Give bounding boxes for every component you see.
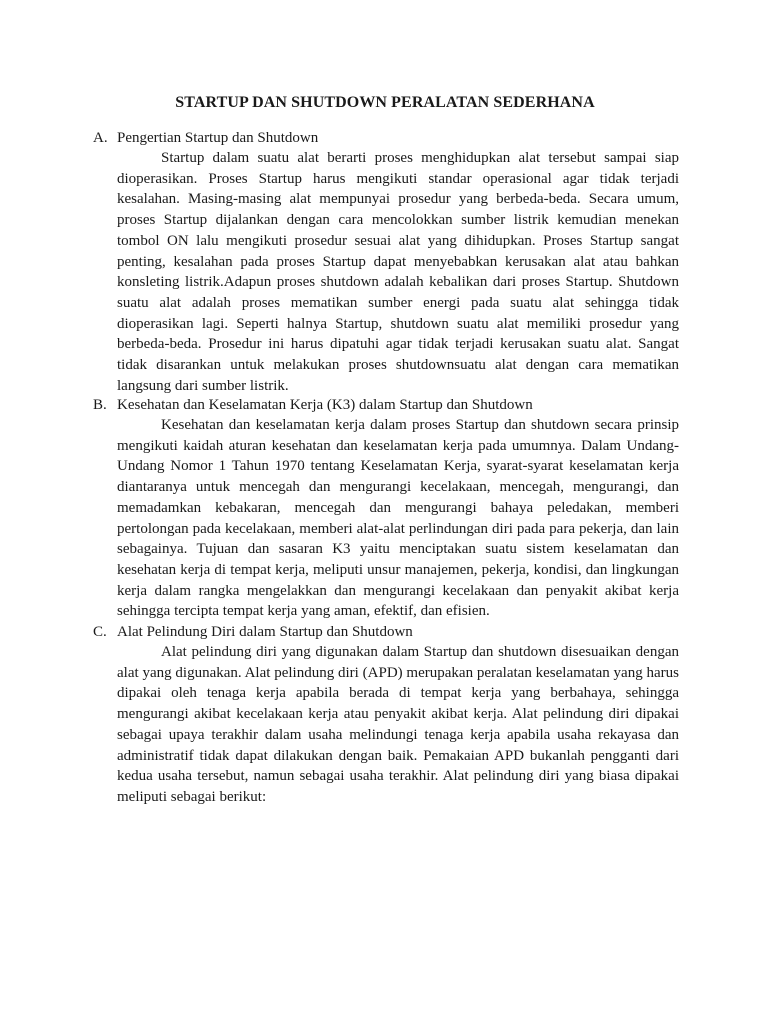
- document-title: STARTUP DAN SHUTDOWN PERALATAN SEDERHANA: [175, 94, 595, 111]
- section-title: Pengertian Startup dan Shutdown: [117, 130, 319, 146]
- section-c: [93, 623, 679, 808]
- section-paragraph: Kesehatan dan keselamatan kerja dalam proses Startup dan shutdown secara prinsip mengikuti kaidah aturan kesehatan dan keselamatan kerja pada umumnya. Dalam Undang-Undang Nomor 1 Tahun 1970 tentang Keselamatan Kerja, syarat-syarat keselamatan kerja diantaranya untuk mencegah dan mengurangi kecelakaan, mencegah, mengurangi, dan memadamkan kebakaran, mencegah dan mengurangi bahaya peledakan, memberi pertolongan pada kecelakaan, memberi alat-alat perlindungan diri pada para pekerja, dan lain sebagainya. Tujuan dan sasaran K3 yaitu menciptakan suatu sistem keselamatan dan kesehatan kerja di tempat kerja, meliputi unsur manajemen, pekerja, kondisi, dan lingkungan kerja dalam rangka mengelakkan dan mengurangi kecelakaan dan penyakit akibat kerja sehingga tercipta tempat kerja yang aman, efektif, dan efisien.: [117, 417, 679, 620]
- section-heading: [93, 623, 679, 642]
- section-heading: [93, 129, 679, 148]
- section-paragraph: Startup dalam suatu alat berarti proses menghidupkan alat tersebut sampai siap dioperasikan. Proses Startup harus mengikuti standar operasional agar tidak terjadi kesalahan. Masing-masing alat mempunyai prosedur yang berbeda-beda. Secara umum, proses Startup dijalankan dengan cara mencolokkan sumber listrik kemudian menekan tombol ON lalu mengikuti prosedur sesuai alat yang dihidupkan. Proses Startup sangat penting, kesalahan pada proses Startup dapat menyebabkan kerusakan alat atau bahkan konsleting listrik.Adapun proses shutdown adalah kebalikan dari proses Startup. Shutdown suatu alat adalah proses mematikan sumber energi pada suatu alat sehingga tidak dioperasikan lagi. Seperti halnya Startup, shutdown suatu alat memiliki prosedur yang berbeda-beda. Prosedur ini harus dipatuhi agar tidak terjadi kerusakan suatu alat. Sangat tidak disarankan untuk melakukan proses shutdownsuatu alat dengan cara mematikan langsung dari sumber listrik.: [117, 150, 679, 394]
- section-b: [93, 396, 679, 622]
- section-paragraph: Alat pelindung diri yang digunakan dalam Startup dan shutdown disesuaikan dengan alat yang digunakan. Alat pelindung diri (APD) merupakan peralatan keselamatan yang harus dipakai oleh tenaga kerja apabila berada di tempat kerja yang berbahaya, sehingga mengurangi akibat kecelakaan kerja atau penyakit akibat kerja. Alat pelindung diri dipakai sebagai upaya terakhir dalam usaha melindungi tenaga kerja apabila usaha rekayasa dan administratif tidak dapat dilakukan dengan baik. Pemakaian APD bukanlah pengganti dari kedua usaha tersebut, namun sebagai usaha terakhir. Alat pelindung diri yang biasa dipakai meliputi sebagai berikut:: [117, 644, 679, 805]
- section-title: Kesehatan dan Keselamatan Kerja (K3) dalam Startup dan Shutdown: [117, 397, 533, 413]
- section-title: Alat Pelindung Diri dalam Startup dan Shutdown: [117, 624, 413, 640]
- section-letter: C.: [93, 624, 107, 640]
- section-heading: [93, 396, 679, 415]
- section-letter: B.: [93, 397, 107, 413]
- section-a: [93, 129, 679, 396]
- section-letter: A.: [93, 130, 108, 146]
